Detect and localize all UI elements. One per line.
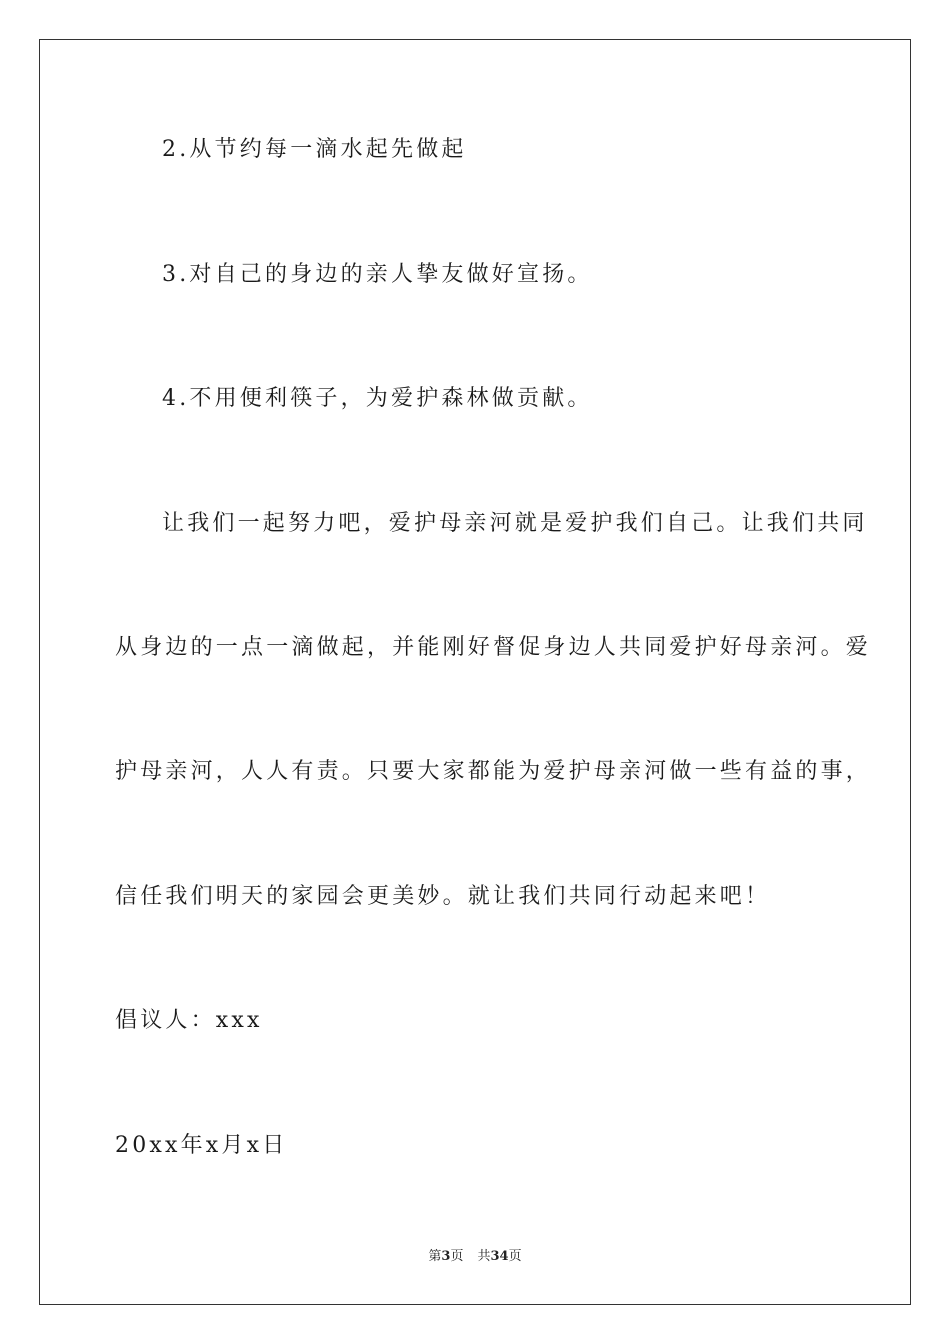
page-prefix: 第 <box>428 1249 442 1264</box>
paragraph-line-3: 护母亲河，人人有责。只要大家都能为爱护母亲河做一些有益的事， <box>115 759 872 784</box>
signature: 倡议人：xxx <box>115 1008 263 1033</box>
list-item-2: 2.从节约每一滴水起先做起 <box>162 137 467 162</box>
page-suffix: 页 <box>450 1249 464 1264</box>
paragraph-line-4: 信任我们明天的家园会更美妙。就让我们共同行动起来吧！ <box>115 884 771 909</box>
page-frame <box>39 39 911 1305</box>
date: 20xx年x月x日 <box>115 1133 288 1158</box>
list-item-4: 4.不用便利筷子，为爱护森林做贡献。 <box>162 386 593 411</box>
page-number: 3 <box>441 1249 451 1264</box>
total-suffix: 页 <box>508 1249 522 1264</box>
total-pages: 34 <box>490 1249 509 1264</box>
paragraph-line-2: 从身边的一点一滴做起，并能刚好督促身边人共同爱护好母亲河。爱 <box>115 635 872 660</box>
list-item-3: 3.对自己的身边的亲人挚友做好宣扬。 <box>162 262 593 287</box>
page-footer <box>0 1249 950 1265</box>
total-prefix: 共 <box>477 1249 491 1264</box>
paragraph-line-1: 让我们一起努力吧，爱护母亲河就是爱护我们自己。让我们共同 <box>162 511 868 536</box>
